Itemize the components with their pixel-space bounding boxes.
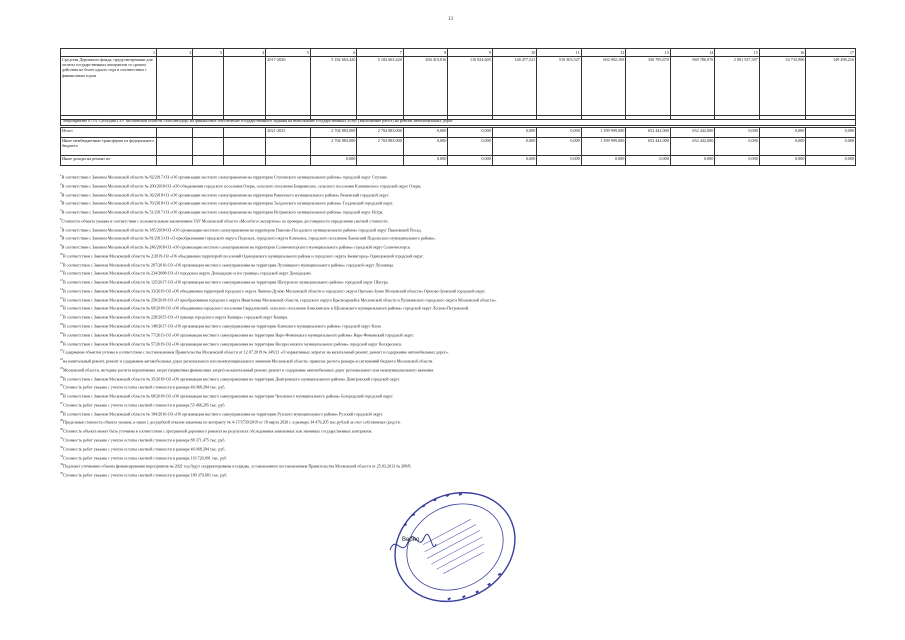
table-cell: 652 442,000 xyxy=(626,138,671,156)
footnote-item xyxy=(60,444,860,453)
footnote-item xyxy=(60,295,860,304)
verified-label: Верно xyxy=(402,537,420,543)
footnote-number: 34 xyxy=(60,462,63,467)
footnote-text: Стоимость работ указана с учетом остатка сметной стоимости в размере 55 466,295 тыс. руб. xyxy=(63,402,226,408)
footnote-number: 21 xyxy=(60,348,63,353)
footnote-number: 7 xyxy=(60,225,62,230)
header-cell: 16 xyxy=(759,49,806,57)
table-cell: 0,000 xyxy=(715,138,760,156)
table-cell: 0,000 xyxy=(806,128,856,138)
financing-table xyxy=(60,127,856,166)
table-cell: 0,000 xyxy=(492,138,537,156)
footnote-text: Содержание объектов учтены в соответствии с постановлением Правительства Московской области от 12.07.2019 № 349/21 «О нормативных затратах на капитальный ремонт, ремонт и содержание автомобильных дорог». xyxy=(63,349,450,355)
table-cell xyxy=(157,138,193,156)
footnote-number: 18 xyxy=(60,322,63,327)
footnotes xyxy=(60,172,860,479)
footnote-number: 35 xyxy=(60,471,63,476)
top-data-table xyxy=(60,48,856,120)
footnote-item xyxy=(60,242,860,251)
footnote-text: Подлежат уточнению объемы финансирования мероприятия на 2021 год будут скорректированы в порядке, установленном постановлением Правительства Московской области от 25.03.2013 № 208/8. xyxy=(63,463,412,469)
footnote-number: 28 xyxy=(60,409,63,414)
footnote-text: В соответствии с Законом Московской области № 207/2016-ОЗ «Об организации местного самоуправления на территории Луховицкого муниципального района» городской округ Луховицы. xyxy=(62,262,395,268)
table-cell: 0,000 xyxy=(537,156,582,166)
footnote-item xyxy=(60,233,860,242)
footnote-item xyxy=(60,400,860,409)
footnote-number: 22 xyxy=(60,357,63,362)
footnote-number: 3 xyxy=(60,190,62,195)
header-cell: 2 xyxy=(157,49,193,57)
table-cell: 510 303,547 xyxy=(537,57,582,120)
footnote-item xyxy=(60,409,860,418)
footnote-text: В соответствии с Законом Московской области № 246/2018-ОЗ «Об организации местного самоуправления на территории Солнечногорского муниципального района» городской округ Солнечногорск. xyxy=(61,244,412,250)
table-cell xyxy=(223,156,265,166)
row-label: Итого xyxy=(61,128,157,138)
footnote-number: 23 xyxy=(60,365,63,370)
footnote-number: 2 xyxy=(60,181,62,186)
footnote-item xyxy=(60,303,860,312)
table-cell: 1 399 999,000 xyxy=(581,138,626,156)
table-cell: 54 733,900 xyxy=(759,57,806,120)
header-cell: 15 xyxy=(715,49,760,57)
table-cell: 0,000 xyxy=(759,128,806,138)
table-cell: 0,000 xyxy=(670,156,715,166)
table-cell: 2 704 883,000 xyxy=(310,128,357,138)
footnote-text: В соответствии с Законом Московской области № 81/2015-ОЗ «О преобразовании городского округа Подольск, городского округа Климовск, городского поселения Львовский Подольского муниципального района». xyxy=(61,235,436,241)
footnote-number: 26 xyxy=(60,392,63,397)
footnote-text: В соответствии с Законом Московской области № 70/2018-ОЗ «Об организации местного самоуправления на территории Талдомского муниципального района» Талдомский городской округ. xyxy=(61,200,394,206)
footnote-item xyxy=(60,461,860,470)
footnote-number: 1 xyxy=(60,173,62,177)
table-cell xyxy=(157,128,193,138)
header-cell: 3 xyxy=(193,49,223,57)
header-cell: 9 xyxy=(448,49,493,57)
table-cell: 2 704 883,000 xyxy=(310,138,357,156)
header-cell: 8 xyxy=(403,49,448,57)
table-cell: 0,000 xyxy=(537,138,582,156)
row-description: Средства Дорожного фонда, предусмотренные для оплаты государственных контрактов со сроком действия не более одного года в соответствии с финансовым годом xyxy=(61,57,157,120)
footnote-item xyxy=(60,260,860,269)
table-cell xyxy=(193,138,223,156)
footnote-text: В соответствии с Законом Московской области № 234/2008-ОЗ «О городском округе Домодедово и его границе» городской округ Домодедово. xyxy=(63,270,312,276)
table-cell: 110 824,605 xyxy=(448,57,493,120)
footnote-number: 17 xyxy=(60,313,63,318)
table-cell xyxy=(223,138,265,156)
table-cell: 0,000 xyxy=(759,156,806,166)
footnote-number: 16 xyxy=(60,304,63,309)
footnote-text: Московской области, методике расчета нормативных затрат (нормативы финансовых затрат) на капитальный ремонт, ремонт и содержание автомобильных дорог регионального или межмуниципального значения. xyxy=(63,367,435,373)
footnote-item xyxy=(60,365,860,374)
table-cell: 0,000 xyxy=(806,138,856,156)
table-cell: 0,000 xyxy=(310,156,357,166)
footnote-number: 29 xyxy=(60,418,63,423)
footnote-item xyxy=(60,426,860,435)
footnote-text: В соответствии с Законом Московской области № 51/2017-ОЗ «Об организации местного самоуправления на территории Истринского муниципального района» городской округ Истра. xyxy=(61,209,384,215)
header-cell: 12 xyxy=(581,49,626,57)
table-cell xyxy=(357,156,404,166)
footnote-text: В соответствии с Законом Московской области № 185/2018-ОЗ «Об организации местного самоуправления на территории Павлово-Посадского муниципального района» городской округ Павловский Посад. xyxy=(61,226,422,232)
footnote-text: В соответствии с Законом Московской области № 2/2019-ОЗ «Об объединении территорий поселений Одинцовского муниципального района и городского округа Звенигород» Одинцовский городской округ. xyxy=(63,253,424,259)
footnote-text: Стоимость работ указана с учетом остатка сметной стоимости в размере 88 371,475 тыс. руб. xyxy=(63,437,226,443)
footnote-item xyxy=(60,435,860,444)
footnote-item xyxy=(60,198,860,207)
footnote-number: 20 xyxy=(60,339,63,344)
header-cell: 14 xyxy=(670,49,715,57)
footnote-item xyxy=(60,286,860,295)
footnote-number: 9 xyxy=(60,243,62,248)
header-cell: 10 xyxy=(492,49,537,57)
table-cell: 0,000 xyxy=(537,128,582,138)
table-cell: 1 399 999,000 xyxy=(581,128,626,138)
table-cell xyxy=(157,57,193,120)
footnote-text: В соответствии с Законом Московской области № 184/2016-ОЗ «Об организации местного самоуправления на территории Рузского муниципального района» Рузский городской округ. xyxy=(63,411,384,417)
footnote-item xyxy=(60,216,860,225)
header-cell: 4 xyxy=(223,49,265,57)
footnote-number: 6 xyxy=(60,216,62,221)
table-cell: 0,000 xyxy=(492,128,537,138)
table-cell: 0,000 xyxy=(403,156,448,166)
table-cell: 2 704 883,000 xyxy=(357,128,404,138)
table-cell: 652 442,000 xyxy=(626,128,671,138)
handwritten-signature xyxy=(388,530,438,560)
footnote-item xyxy=(60,207,860,216)
footnote-item xyxy=(60,470,860,479)
footnote-text: В соответствии с Законом Московской области № 68/2018-ОЗ «Об организации местного самоуправления на территории Чеховского муниципального района» Богородский городской округ. xyxy=(63,393,394,399)
table-cell: 0,000 xyxy=(759,138,806,156)
table-cell: 0,000 xyxy=(715,156,760,166)
header-cell: 13 xyxy=(626,49,671,57)
footnote-item xyxy=(60,277,860,286)
header-cell: 11 xyxy=(537,49,582,57)
table-cell: 0,000 xyxy=(448,138,493,156)
row-label: Иные доходы на ремонт по xyxy=(61,156,157,166)
footnote-item xyxy=(60,251,860,260)
footnote-item xyxy=(60,172,860,181)
table-cell xyxy=(223,57,265,120)
header-cell: 6 xyxy=(310,49,357,57)
row-period: 2021-2025 xyxy=(266,128,311,138)
footnote-item xyxy=(60,356,860,365)
table-cell: 149 496,216 xyxy=(806,57,856,120)
table-cell: 0,000 xyxy=(715,128,760,138)
footnote-number: 33 xyxy=(60,453,63,458)
footnote-text: В соответствии с Законом Московской области № 148/2017-ОЗ «Об организации местного самоуправления на территории Клинского муниципального района» городской округ Клин. xyxy=(63,323,382,329)
table-cell xyxy=(157,156,193,166)
table-cell xyxy=(223,128,265,138)
table-cell: 0,000 xyxy=(806,156,856,166)
footnote-item xyxy=(60,190,860,199)
footnote-text: В соответствии с Законом Московской области № 35/2018-ОЗ «Об организации местного самоуправления на территории Дмитровского муниципального района» Дмитровский городской округ. xyxy=(63,375,400,381)
header-cell: 17 xyxy=(806,49,856,57)
footnote-text: Стоимость работ указана с учетом остатка сметной стоимости в размере 116 720,091 тыс. руб. xyxy=(63,454,228,460)
footnote-item xyxy=(60,312,860,321)
table-cell xyxy=(193,156,223,166)
row-label: Иные межбюджетные трансферты из федерального бюджета xyxy=(61,138,157,156)
footnote-item xyxy=(60,181,860,190)
table-cell: 652 442,000 xyxy=(670,128,715,138)
table-cell: 969 786,976 xyxy=(670,57,715,120)
header-cell: 7 xyxy=(357,49,404,57)
footnote-text: Стоимость работ указана с учетом остатка сметной стоимости в размере 46 068,394 тыс. руб. xyxy=(63,446,226,452)
measure-title: Мероприятие 07.01 Субсидия ГБУ Московской области «Мосавтодор» на финансовое обеспечение государственного задания на выполнение государственных услуг (выполнение работ) на ремонт автомобильных дорог xyxy=(60,115,856,126)
footnote-item xyxy=(60,417,860,426)
footnote-text: В соответствии с Законом Московской области № 125/2017-ОЗ «Об организации местного самоуправления на территории Шатурского муниципального района» городской округ Шатура. xyxy=(63,279,389,285)
footnote-text: В соответствии с Законом Московской области № 33/2019-ОЗ «Об объединении территорий городского округа Ликино-Дулёво Московской области и городского округа Орехово-Зуево Московской области» Орехово-Зуевский городской округ. xyxy=(63,288,486,294)
footnote-item xyxy=(60,391,860,400)
footnote-text: В соответствии с Законом Московской области № 77/2013-ОЗ «Об организации местного самоуправления на территории Наро-Фоминского муниципального района» Наро-Фоминский городской округ. xyxy=(63,332,414,338)
footnote-number: 32 xyxy=(60,444,63,449)
table-cell: 0,000 xyxy=(403,138,448,156)
table-cell: 148 477,521 xyxy=(492,57,537,120)
footnote-text: В соответствии с Законом Московской области № 57/2019-ОЗ «Об организации местного самоуправления на территории Воскресенского муниципального района» городской округ Воскресенск. xyxy=(63,340,403,346)
footnote-text: Предельная стоимость объекта указана, в связи с досудебной отказом заказчика по контракту № 4-17/3739/2019 от 18 марта 2020 г. в размере 34 479,205 тыс.рублей за счет собственных средств. xyxy=(63,419,401,425)
footnote-item xyxy=(60,374,860,383)
footnote-item xyxy=(60,339,860,348)
footnote-item xyxy=(60,268,860,277)
footnote-number: 15 xyxy=(60,295,63,300)
footnote-text: Стоимость объекта может быть уточнена в соответствии с программой дорожного ремонта на результатах обследования заявленных или значимых государственных контрактов. xyxy=(63,428,373,434)
table-cell: 0,000 xyxy=(448,156,493,166)
row-period xyxy=(266,156,311,166)
footnote-text: В соответствии с Законом Московской области № 36/2018-ОЗ «Об организации местного самоуправления на территории Раменского муниципального района» Раменский городской округ. xyxy=(61,191,389,197)
footnote-text: Стоимость работ указана с учетом остатка сметной стоимости в размере 189 379,681 тыс. руб. xyxy=(63,472,228,478)
table-cell: 2 704 883,000 xyxy=(357,138,404,156)
table-cell: 652 442,000 xyxy=(670,138,715,156)
footnote-item xyxy=(60,330,860,339)
footnote-number: 14 xyxy=(60,286,63,291)
footnote-number: 10 xyxy=(60,251,63,256)
footnote-number: 25 xyxy=(60,383,63,388)
footnote-number: 27 xyxy=(60,400,63,405)
table-cell: 0,000 xyxy=(403,128,448,138)
table-cell: 0,000 xyxy=(448,128,493,138)
footnote-number: 4 xyxy=(60,199,62,204)
table-cell: 0,000 xyxy=(581,156,626,166)
footnote-text: В соответствии с Законом Московской области № 200/2018-ОЗ «Об объединении городского поселения Озеры, сельского поселения Бояркинское, сельского поселения Клишинское» городской округ Озеры. xyxy=(61,183,422,189)
table-cell: 2 081 537,397 xyxy=(715,57,760,120)
footnote-number: 11 xyxy=(60,260,63,265)
table-row xyxy=(61,57,856,120)
footnote-number: 5 xyxy=(60,208,62,213)
footnote-item xyxy=(60,382,860,391)
footnote-text: В соответствии с Законом Московской области № 228/2015-ОЗ «О границе городского округа Кашира» городской округ Кашира. xyxy=(63,314,289,320)
table-cell xyxy=(193,57,223,120)
footnote-text: В соответствии с Законом Московской области № 82/2017-ОЗ «Об организации местного самоуправления на территории Ступинского муниципального района» городской округ Ступино. xyxy=(61,174,388,180)
table-cell: 602 992,169 xyxy=(581,57,626,120)
table-row xyxy=(61,138,856,156)
footnote-number: 24 xyxy=(60,374,63,379)
row-period xyxy=(266,138,311,156)
footnote-text: на капитальный ремонт, ремонт и содержание автомобильных дорог регионального или межмуниципального значения Московской области, правилах расчета размера ассигнований бюджета Московской области. xyxy=(63,358,434,364)
footnote-item xyxy=(60,347,860,356)
table-cell: 5 182 663,420 xyxy=(310,57,357,120)
footnote-number: 12 xyxy=(60,269,63,274)
row-period: 2017-2026 xyxy=(266,57,311,120)
footnote-item xyxy=(60,453,860,462)
header-cell: 5 xyxy=(266,49,311,57)
page-number: 13 xyxy=(448,17,453,22)
footnote-number: 31 xyxy=(60,435,63,440)
header-cell: 1 xyxy=(61,49,157,57)
footnote-item xyxy=(60,225,860,234)
table-cell xyxy=(193,128,223,138)
footnote-text: В соответствии с Законом Московской области № 69/2018-ОЗ «Об объединении городского поселения Свердловский, сельского поселения Анискинское и Щёлковского муниципального района» городской округ Лосино-Петровский. xyxy=(63,305,469,311)
table-row xyxy=(61,128,856,138)
footnote-text: В соответствии с Законом Московской области № 250/2018-ОЗ «О преобразовании городского округа Ивантеевка Московской области, городского округа Красноармейск Московской области и Пушкинского городского округа Московской области». xyxy=(63,297,497,303)
footnote-number: 13 xyxy=(60,278,63,283)
footnote-text: Стоимость работ указана с учетом остатка сметной стоимости в размере 46 068,394 тыс. руб. xyxy=(63,384,226,390)
table-cell: 0,000 xyxy=(626,156,671,166)
footnote-item xyxy=(60,321,860,330)
footnote-number: 19 xyxy=(60,330,63,335)
footnote-text: Стоимость объекта указана в соответствии с положительным заключением ГАУ Московской области «Мособлгосэкспертиза» по проверке достоверности определения сметной стоимости. xyxy=(61,218,389,224)
table-cell: 0,000 xyxy=(492,156,537,166)
table-cell: 284 419,016 xyxy=(403,57,448,120)
table-cell: 330 795,670 xyxy=(626,57,671,120)
header-row xyxy=(61,49,856,57)
table-cell: 5 182 663,420 xyxy=(357,57,404,120)
table-row xyxy=(61,156,856,166)
footnote-number: 8 xyxy=(60,234,62,239)
footnote-number: 30 xyxy=(60,427,63,432)
